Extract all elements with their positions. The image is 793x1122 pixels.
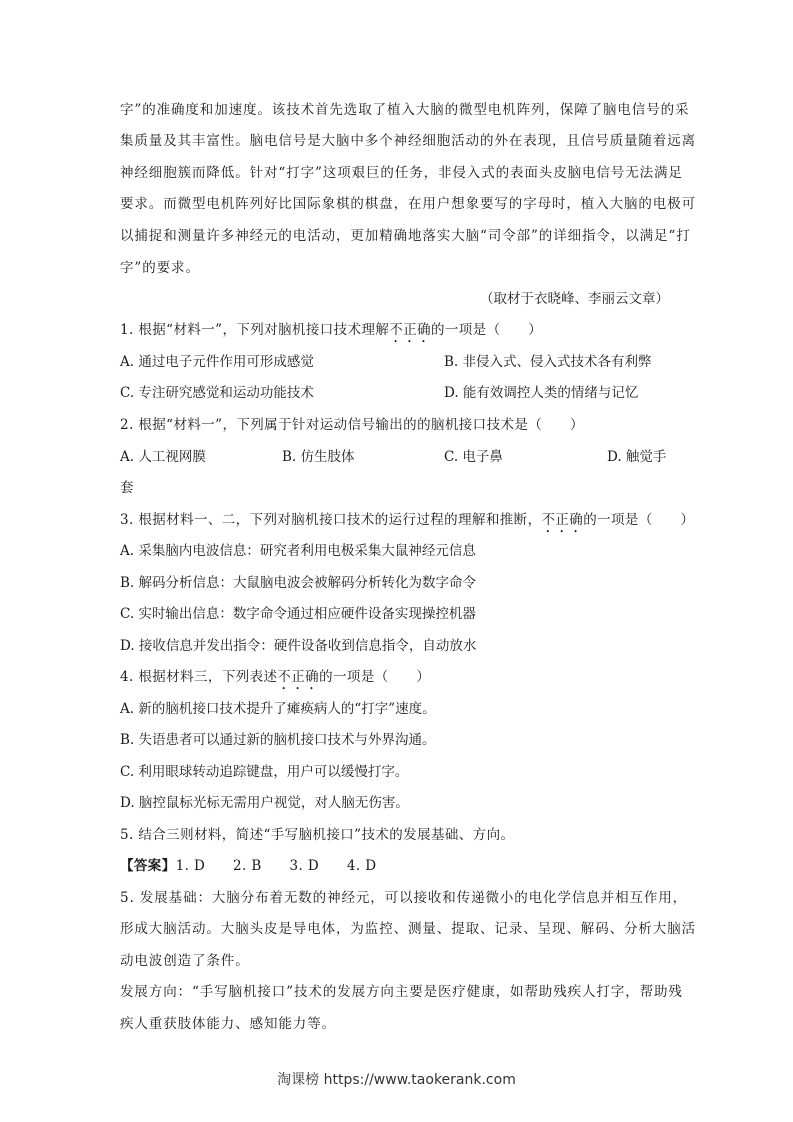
passage-line: 字”的要求。 xyxy=(120,260,200,276)
q3-option-b: B. 解码分析信息：大鼠脑电波会被解码分析转化为数字命令 xyxy=(120,575,477,591)
question-stem-text: 3. 根据材料一、二，下列对脑机接口技术的运行过程的理解和推断， xyxy=(120,512,542,528)
question-stem-text: 的一项是（ ） xyxy=(319,669,431,685)
emphasis-not-correct: 不正确 xyxy=(277,669,320,685)
q3-option-c: C. 实时输出信息：数字命令通过相应硬件设备实现操控机器 xyxy=(120,606,476,622)
passage-line: 神经细胞簇而降低。针对“打字”这项艰巨的任务，非侵入式的表面头皮脑电信号无法满足 xyxy=(120,165,683,181)
passage-source: （取材于衣晓峰、李丽云文章） xyxy=(480,291,669,307)
question-1-stem xyxy=(120,320,680,346)
q1-option-a: A. 通过电子元件作用可形成感觉 xyxy=(120,354,314,370)
passage-line: 字”的准确度和加速度。该技术首先选取了植入大脑的微型电机阵列，保障了脑电信号的采 xyxy=(120,102,690,118)
answer-direction-line: 疾人重获肢体能力、感知能力等。 xyxy=(120,1016,336,1032)
answer-direction-line: 发展方向：“手写脑机接口”技术的发展方向主要是医疗健康，如帮助残疾人打字，帮助残 xyxy=(120,984,683,1000)
question-stem-text: 4. 根据材料三，下列表述 xyxy=(120,669,278,685)
question-4-stem xyxy=(120,667,680,693)
question-stem-text: 1. 根据“材料一”，下列对脑机接口技术理解 xyxy=(120,322,390,338)
emphasis-not-correct: 不正确 xyxy=(541,512,584,528)
question-3-stem xyxy=(120,510,695,536)
question-stem-text: 的一项是（ ） xyxy=(583,512,695,528)
answer-list: 1. D 2. B 3. D 4. D xyxy=(175,858,377,874)
emphasis-not-correct: 不正确 xyxy=(389,322,431,338)
footer-watermark: 淘课榜 https://www.taokerank.com xyxy=(277,1072,516,1088)
q4-option-b: B. 失语患者可以通过新的脑机接口技术与外界沟通。 xyxy=(120,732,436,748)
question-2-stem: 2. 根据“材料一”，下列属于针对运动信号输出的的脑机接口技术是（ ） xyxy=(120,417,584,433)
q2-option-c: C. 电子鼻 xyxy=(444,449,503,465)
q1-option-c: C. 专注研究感觉和运动功能技术 xyxy=(120,385,314,401)
q4-option-d: D. 脑控鼠标光标无需用户视觉，对人脑无伤害。 xyxy=(120,795,409,811)
q3-option-a: A. 采集脑内电波信息：研究者利用电极采集大鼠神经元信息 xyxy=(120,543,476,559)
q2-option-d-wrap: 套 xyxy=(120,480,134,496)
answer-q5-line: 5. 发展基础：大脑分布着无数的神经元，可以接收和传递微小的电化学信息并相互作用， xyxy=(120,890,688,906)
question-5-stem: 5. 结合三则材料，简述“手写脑机接口”技术的发展基础、方向。 xyxy=(120,827,515,843)
answer-q5-line: 形成大脑活动。大脑头皮是导电体，为监控、测量、提取、记录、呈现、解码、分析大脑活 xyxy=(120,921,696,937)
passage-line: 以捕捉和测量许多神经元的电活动，更加精确地落实大脑“司令部”的详细指令，以满足“打 xyxy=(120,228,691,244)
answer-tag: 【答案】 xyxy=(120,858,176,874)
answer-line xyxy=(120,856,680,876)
question-stem-text: 的一项是（ ） xyxy=(430,322,543,338)
q2-option-d: D. 触觉手 xyxy=(607,449,667,465)
q1-option-d: D. 能有效调控人类的情绪与记忆 xyxy=(444,385,639,401)
q4-option-a: A. 新的脑机接口技术提升了瘫痪病人的“打字”速度。 xyxy=(120,701,436,717)
passage-line: 要求。而微型电机阵列好比国际象棋的棋盘，在用户想象要写的字母时，植入大脑的电极可 xyxy=(120,196,696,212)
q2-option-b: B. 仿生肢体 xyxy=(282,449,355,465)
q2-option-a: A. 人工视网膜 xyxy=(120,449,206,465)
q4-option-c: C. 利用眼球转动追踪键盘，用户可以缓慢打字。 xyxy=(120,764,409,780)
q3-option-d: D. 接收信息并发出指令：硬件设备收到信息指令，自动放水 xyxy=(120,638,477,654)
passage-line: 集质量及其丰富性。脑电信号是大脑中多个神经细胞活动的外在表现，且信号质量随着远离 xyxy=(120,133,696,149)
q1-option-b: B. 非侵入式、侵入式技术各有利弊 xyxy=(444,354,652,370)
answer-q5-line: 动电波创造了条件。 xyxy=(120,953,250,969)
